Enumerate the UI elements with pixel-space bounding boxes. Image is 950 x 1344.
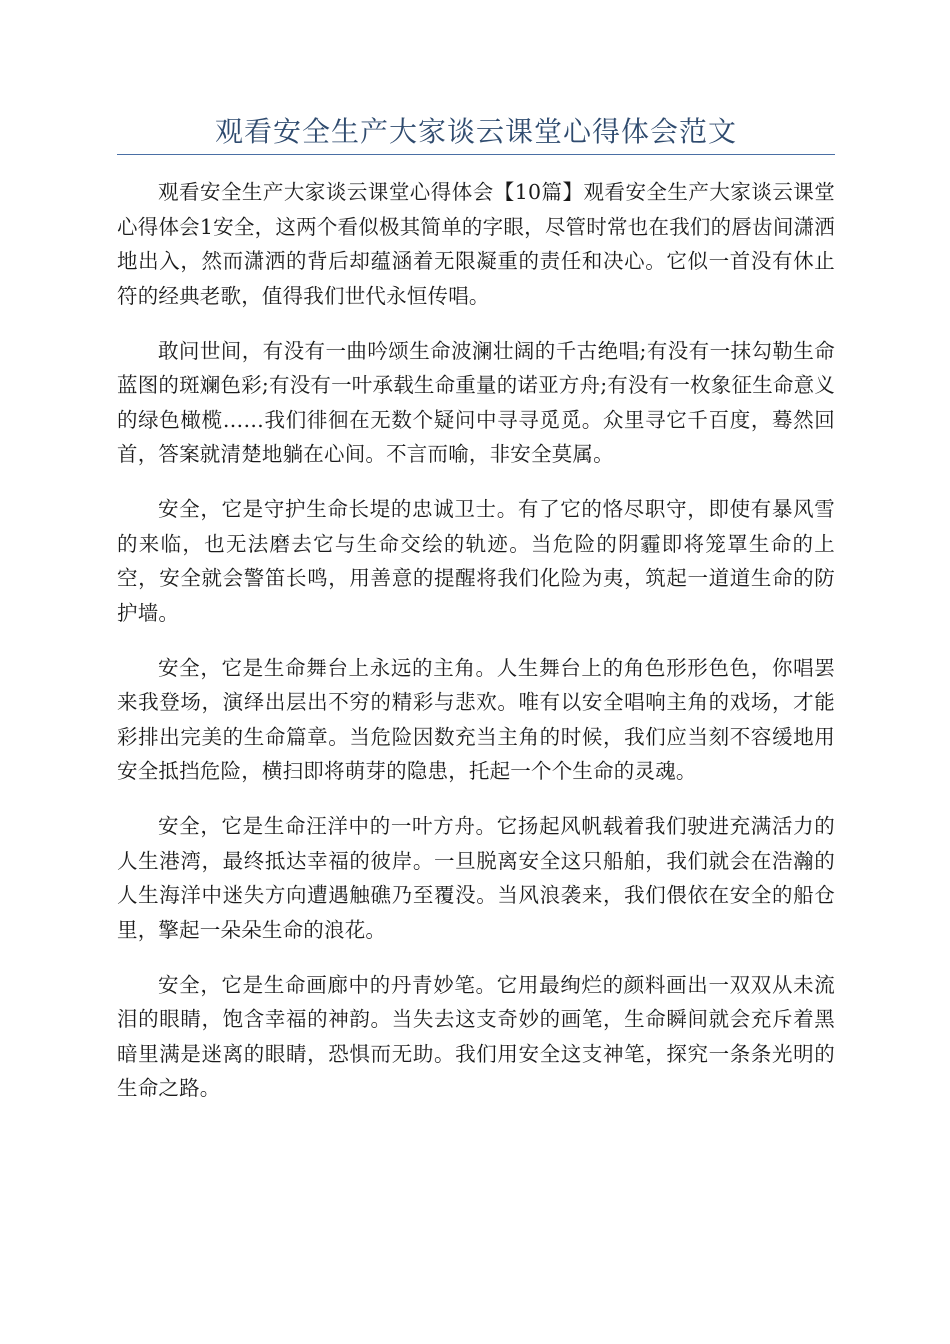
paragraph-4: 安全，它是生命舞台上永远的主角。人生舞台上的角色形形色色，你唱罢来我登场，演绎出层出不穷的精彩与悲欢。唯有以安全唱响主角的戏场，才能彩排出完美的生命篇章。当危险因数充当主角的时候，我们应当刻不容缓地用安全抵挡危险，横扫即将萌芽的隐患，托起一个个生命的灵魂。 — [117, 655, 835, 783]
title-underline — [117, 154, 835, 155]
paragraph-1: 观看安全生产大家谈云课堂心得体会【10篇】观看安全生产大家谈云课堂心得体会1安全，这两个看似极其简单的字眼，尽管时常也在我们的唇齿间潇洒地出入，然而潇洒的背后却蕴涵着无限凝重的责任和决心。它似一首没有休止符的经典老歌，值得我们世代永恒传唱。 — [117, 180, 835, 308]
paragraph-5: 安全，它是生命汪洋中的一叶方舟。它扬起风帆载着我们驶进充满活力的人生港湾，最终抵达幸福的彼岸。一旦脱离安全这只船舶，我们就会在浩瀚的人生海洋中迷失方向遭遇触礁乃至覆没。当风浪袭来，我们偎依在安全的船仓里，擎起一朵朵生命的浪花。 — [117, 814, 835, 942]
paragraph-6: 安全，它是生命画廊中的丹青妙笔。它用最绚烂的颜料画出一双双从未流泪的眼睛，饱含幸福的神韵。当失去这支奇妙的画笔，生命瞬间就会充斥着黑暗里满是迷离的眼睛，恐惧而无助。我们用安全这支神笔，探究一条条光明的生命之路。 — [117, 972, 835, 1100]
paragraph-3: 安全，它是守护生命长堤的忠诚卫士。有了它的恪尽职守，即使有暴风雪的来临，也无法磨去它与生命交绘的轨迹。当危险的阴霾即将笼罩生命的上空，安全就会警笛长鸣，用善意的提醒将我们化险为夷，筑起一道道生命的防护墙。 — [117, 497, 835, 625]
document-page — [117, 112, 835, 1126]
paragraph-2: 敢问世间，有没有一曲吟颂生命波澜壮阔的千古绝唱;有没有一抹勾勒生命蓝图的斑斓色彩;有没有一叶承载生命重量的诺亚方舟;有没有一枚象征生命意义的绿色橄榄……我们徘徊在无数个疑问中寻寻觅觅。众里寻它千百度，蓦然回首，答案就清楚地躺在心间。不言而喻，非安全莫属。 — [117, 338, 836, 466]
document-title: 观看安全生产大家谈云课堂心得体会范文 — [214, 115, 737, 148]
